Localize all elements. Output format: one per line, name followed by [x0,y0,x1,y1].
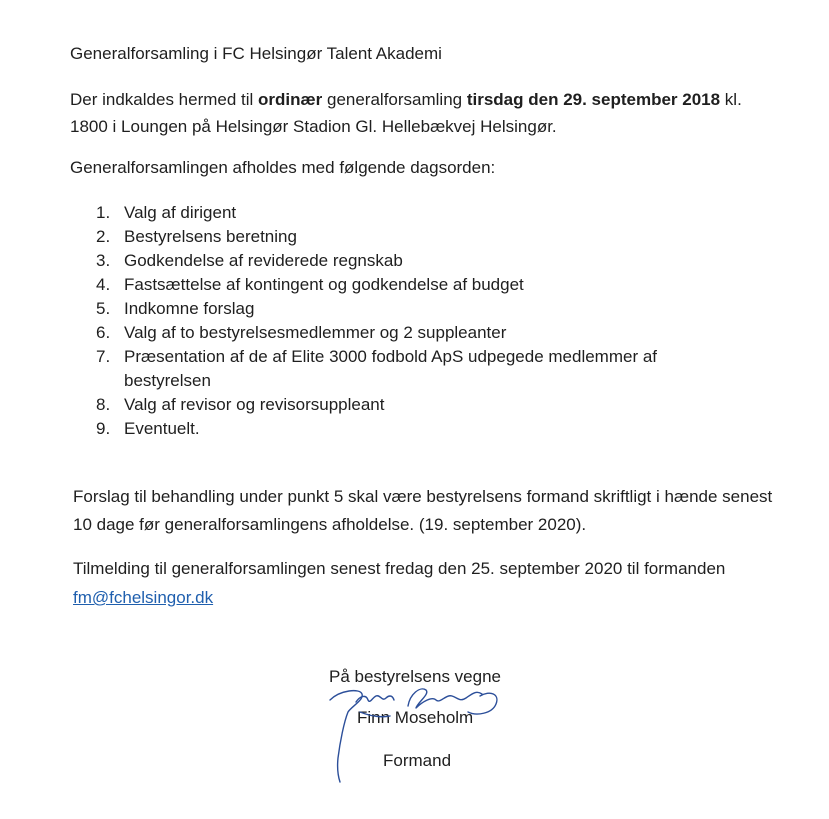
agenda-item [96,321,736,345]
intro-part1: Der indkaldes hermed til [70,90,259,109]
intro-paragraph [70,86,770,140]
handwritten-signature [300,672,520,792]
intro-part2: generalforsamling [322,90,467,109]
intro-bold-ordinary: ordinær [258,90,323,109]
agenda-item-number: 7. [96,347,111,366]
intro-bold-date: tirsdag den 29. september 2018 [466,90,721,109]
signup-text: Tilmelding til generalforsamlingen senest fredag den 25. september 2020 til formanden [73,559,726,578]
agenda-item [96,297,736,321]
agenda-item-number: 4. [96,275,111,294]
agenda-item [96,225,736,249]
agenda-item [96,273,736,297]
document-title: Generalforsamling i FC Helsingør Talent Akademi [70,44,442,63]
signup-paragraph [73,554,793,612]
intro-part3: kl. 1800 i Loungen på Helsingør Stadion Gl. Hellebækvej Helsingør. [70,90,742,136]
agenda-item [96,201,736,225]
agenda-item-text: Valg af to bestyrelsesmedlemmer og 2 suppleanter [124,323,507,342]
agenda-item-text: Valg af revisor og revisorsuppleant [124,395,385,414]
agenda-item [96,393,736,417]
agenda-item-text: Indkomne forslag [124,299,255,318]
agenda-item-text: Fastsættelse af kontingent og godkendelse af budget [124,275,524,294]
signature-stroke [408,689,482,708]
agenda-item-number: 5. [96,299,111,318]
agenda-item-text: Eventuelt. [124,419,200,438]
signature-stroke [356,696,394,702]
agenda-item-number: 6. [96,323,111,342]
agenda-item-number: 3. [96,251,111,270]
signer-name: Finn Moseholm [357,708,474,727]
agenda-item-text: Valg af dirigent [124,203,237,222]
agenda-item-number: 2. [96,227,111,246]
agenda-item [96,345,736,393]
agenda-list [96,201,736,441]
agenda-item-text: Bestyrelsens beretning [124,227,297,246]
email-link[interactable]: fm@fchelsingor.dk [73,588,214,607]
signature-stroke [330,691,362,782]
agenda-item [96,249,736,273]
agenda-item-number: 8. [96,395,111,414]
agenda-item-number: 9. [96,419,111,438]
agenda-item-text: Godkendelse af reviderede regnskab [124,251,403,270]
agenda-item [96,417,736,441]
signature-heading: På bestyrelsens vegne [329,667,501,686]
agenda-item-number: 1. [96,203,111,222]
proposal-paragraph: Forslag til behandling under punkt 5 skal være bestyrelsens formand skriftligt i hænde senest 10 dage før generalforsamlingens afholdelse. (19. september 2020). [73,487,773,534]
agenda-item-text: Præsentation af de af Elite 3000 fodbold ApS udpegede medlemmer af bestyrelsen [124,347,658,390]
signer-role: Formand [383,751,452,770]
agenda-intro: Generalforsamlingen afholdes med følgende dagsorden: [70,158,496,177]
